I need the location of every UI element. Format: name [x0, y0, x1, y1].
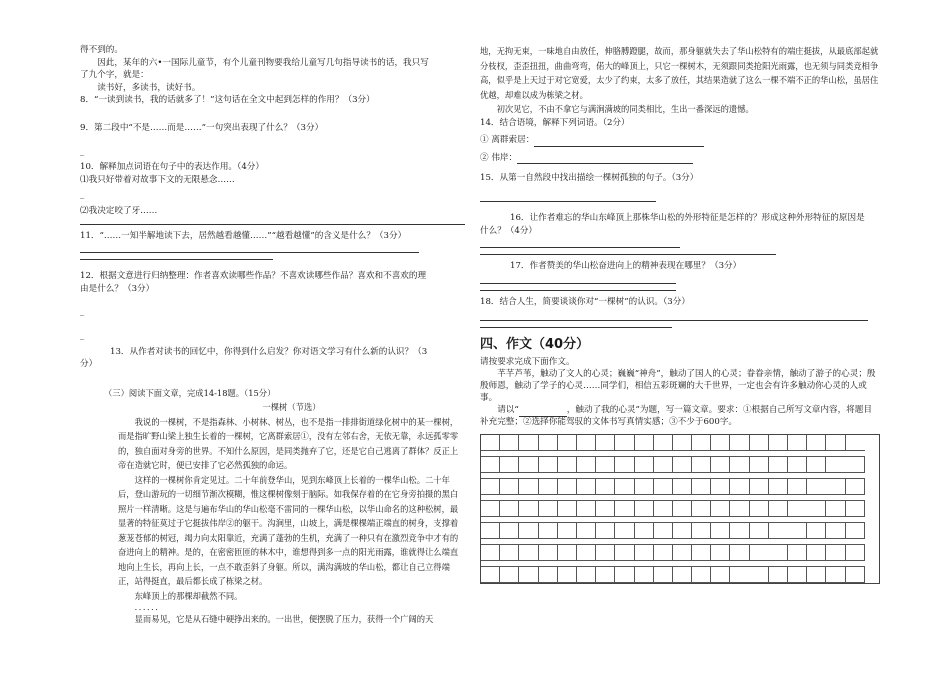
answer-line[interactable] [480, 254, 776, 255]
grid-cell[interactable] [654, 501, 673, 517]
grid-cell[interactable] [615, 457, 634, 473]
grid-cell[interactable] [635, 567, 654, 583]
answer-line[interactable] [480, 320, 868, 321]
grid-cell[interactable] [558, 545, 577, 561]
grid-cell[interactable] [711, 479, 730, 495]
grid-cell[interactable] [673, 479, 692, 495]
grid-cell[interactable] [711, 457, 730, 473]
question-14-item [480, 153, 880, 165]
grid-cell[interactable] [481, 567, 500, 583]
req-text: ，触动了我的心灵”为题，写一篇文章。要求：①根据自己所写文章内容，将题目补充完整；②选择你能驾驭的文体书写真情实感；③不少于600字。 [480, 405, 872, 427]
grid-cell[interactable] [807, 435, 826, 451]
grid-cell[interactable] [730, 457, 749, 473]
grid-cell[interactable] [788, 523, 807, 539]
grid-cell[interactable] [692, 545, 711, 561]
grid-cell[interactable] [711, 523, 730, 539]
answer-line[interactable] [80, 224, 465, 225]
grid-cell[interactable] [615, 545, 634, 561]
composition-instructions: 请按要求完成下面作文。 [480, 356, 575, 367]
grid-cell[interactable] [846, 523, 865, 539]
grid-cell[interactable] [846, 435, 865, 451]
question-10: 10．解释加点词语在句子中的表达作用。（4分） [80, 162, 264, 173]
section-heading: （三）阅读下面文章，完成14-18题。（15分） [104, 387, 276, 398]
grid-cell[interactable] [673, 457, 692, 473]
grid-cell[interactable] [481, 523, 500, 539]
grid-cell[interactable] [539, 435, 558, 451]
answer-blank[interactable]: _ [80, 307, 85, 318]
grid-cell[interactable] [558, 523, 577, 539]
grid-cell[interactable] [519, 523, 538, 539]
text-line: 因此，某年的六•一国际儿童节，有个儿童刊物要我给儿童写几句指导读书的话，我只写 [97, 57, 429, 68]
grid-cell[interactable] [615, 523, 634, 539]
question-12: 由是什么？（3分） [80, 283, 155, 294]
grid-cell[interactable] [519, 545, 538, 561]
grid-cell[interactable] [692, 567, 711, 583]
grid-cell[interactable] [654, 479, 673, 495]
grid-cell[interactable] [596, 545, 615, 561]
grid-cell[interactable] [635, 501, 654, 517]
grid-cell[interactable] [539, 501, 558, 517]
grid-cell[interactable] [500, 435, 519, 451]
answer-blank[interactable]: _ [80, 330, 85, 341]
grid-cell[interactable] [539, 545, 558, 561]
grid-cell[interactable] [596, 435, 615, 451]
grid-cell[interactable] [711, 545, 730, 561]
grid-cell[interactable] [577, 501, 596, 517]
answer-line[interactable] [480, 201, 656, 202]
grid-cell[interactable] [635, 545, 654, 561]
answer-line[interactable] [80, 252, 419, 253]
grid-cell[interactable] [692, 501, 711, 517]
grid-cell[interactable] [788, 545, 807, 561]
grid-cell[interactable] [519, 479, 538, 495]
grid-cell[interactable] [481, 545, 500, 561]
question-10-item: ⑴我只好带着对故事下文的无限悬念…… [80, 174, 235, 185]
grid-cell[interactable] [615, 479, 634, 495]
reading-passage [80, 386, 465, 627]
grid-cell[interactable] [730, 545, 749, 561]
text-line: 读书好，多读书，读好书。 [97, 82, 201, 93]
grid-cell[interactable] [500, 501, 519, 517]
grid-cell[interactable] [615, 567, 634, 583]
item-label: ① 离群索居： [480, 135, 535, 146]
grid-cell[interactable] [807, 501, 826, 517]
grid-cell[interactable] [558, 567, 577, 583]
grid-cell[interactable] [615, 501, 634, 517]
grid-cell[interactable] [807, 567, 826, 583]
text-line: 得不到的。 [80, 45, 123, 55]
grid-cell[interactable] [635, 457, 654, 473]
grid-cell[interactable] [500, 545, 519, 561]
grid-cell[interactable] [692, 435, 711, 451]
grid-cell[interactable] [635, 479, 654, 495]
grid-cell[interactable] [846, 567, 865, 583]
grid-cell[interactable] [519, 457, 538, 473]
grid-cell[interactable] [635, 523, 654, 539]
grid-cell[interactable] [807, 523, 826, 539]
left-column [80, 44, 465, 626]
answer-line[interactable] [480, 247, 680, 248]
right-column [480, 44, 880, 584]
answer-blank[interactable]: _ [80, 190, 85, 201]
grid-cell[interactable] [500, 523, 519, 539]
composition-prompt: 芊芊芦苇，触动了文人的心灵；巍巍“神舟”，触动了国人的心灵；眷眷亲情，触动了游子的心灵；殷殷师恩，触动了学子的心灵……同学们，相信五彩斑斓的大千世界，一定也会有许多触动你心灵的人或事。 [480, 369, 876, 403]
grid-cell[interactable] [577, 435, 596, 451]
grid-cell[interactable] [846, 457, 865, 473]
essay-writing-grid[interactable] [480, 434, 880, 584]
question-12: 12．根据文意进行归纳整理：作者喜欢读哪些作品？不喜欢读哪些作品？喜欢和不喜欢的理 [80, 271, 427, 282]
question-15: 15．从第一自然段中找出描绘一棵树孤独的句子。（3分） [480, 173, 699, 184]
question-14-item [480, 135, 880, 147]
grid-cell[interactable] [673, 567, 692, 583]
passage-paragraph: 地，无拘无束，一味地自由放任，伸胳膊蹬腿，故而，那身躯就失去了华山松特有的端庄挺拔，从最底部起就分枝杈，歪歪扭扭，曲曲弯弯，偌大的峰顶上，只它一棵树木，无须跟同类抢阳光雨露，也无须与同类竞相争高，似乎是上天过于对它宽爱，太少了约束，太多了放任，其结果造就了这么一棵不端不正的华山松，虽居住优越，却难以成为栋梁之材。 [480, 46, 879, 100]
grid-cell[interactable] [750, 545, 769, 561]
grid-cell[interactable] [826, 523, 845, 539]
passage-paragraph: 初次见它，不由不拿它与满涧满坡的同类相比，生出一番深远的遗憾。 [496, 104, 754, 115]
grid-cell[interactable] [769, 523, 788, 539]
grid-cell[interactable] [826, 545, 845, 561]
answer-line[interactable] [534, 146, 704, 147]
grid-cell[interactable] [500, 479, 519, 495]
item-label: ② 伟岸： [480, 152, 518, 163]
grid-cell[interactable] [558, 435, 577, 451]
grid-cell[interactable] [769, 479, 788, 495]
answer-line[interactable] [517, 163, 693, 164]
grid-cell[interactable] [539, 523, 558, 539]
grid-cell[interactable] [826, 435, 845, 451]
answer-blank[interactable]: _ [80, 146, 85, 157]
grid-cell[interactable] [711, 501, 730, 517]
grid-cell[interactable] [788, 567, 807, 583]
grid-cell[interactable] [730, 435, 749, 451]
req-text: 请以“ [497, 405, 519, 416]
grid-cell[interactable] [730, 479, 749, 495]
passage-title: 一棵树（节选） [262, 402, 321, 413]
question-13: 分） [80, 359, 98, 370]
grid-cell[interactable] [635, 435, 654, 451]
grid-cell[interactable] [750, 567, 769, 583]
grid-cell[interactable] [654, 567, 673, 583]
grid-cell[interactable] [769, 567, 788, 583]
grid-cell[interactable] [711, 435, 730, 451]
grid-cell[interactable] [654, 545, 673, 561]
grid-cell[interactable] [481, 435, 500, 451]
grid-cell[interactable] [500, 457, 519, 473]
section-heading: 四、作文（40分） [480, 337, 590, 353]
grid-cell[interactable] [807, 479, 826, 495]
grid-cell[interactable] [577, 479, 596, 495]
composition-requirements [480, 405, 880, 428]
question-11: 11．“……一知半解地读下去，居然越看越懂……”“越看越懂”的含义是什么？（3分） [80, 230, 407, 241]
grid-cell[interactable] [730, 567, 749, 583]
question-14: 14．结合语境，解释下列词语。（2分） [480, 117, 630, 128]
grid-cell[interactable] [846, 501, 865, 517]
grid-cell[interactable] [769, 501, 788, 517]
question-10-item: ⑵我决定咬了牙…… [80, 205, 158, 216]
answer-line[interactable] [480, 290, 676, 291]
grid-cell[interactable] [711, 567, 730, 583]
question-16: 什么？（4分） [480, 225, 538, 236]
grid-cell[interactable] [750, 457, 769, 473]
answer-line[interactable] [480, 327, 672, 328]
grid-cell[interactable] [519, 435, 538, 451]
grid-cell[interactable] [558, 457, 577, 473]
grid-cell[interactable] [788, 457, 807, 473]
passage-paragraph: 我说的一棵树，不是指森林、小树林、树丛，也不是指一排排街道绿化树中的某一棵树，而是指旷野山梁上独生长着的一棵树，它离群索居①，没有左邻右舍，无依无靠，永远孤零零的，独自面对身旁的世界。不知什么原因，是同类抛弃了它，还是它自己逃离了群体？反正上帝在造就它时，便已安排了它必然孤独的命运。 [118, 416, 459, 471]
grid-cell[interactable] [807, 457, 826, 473]
question-9: 9．第二段中“不是……而是……”一句突出表现了什么？（3分） [80, 122, 324, 133]
grid-cell[interactable] [750, 479, 769, 495]
emphasis-dots: ．．．．．． [134, 602, 164, 613]
grid-cell[interactable] [596, 501, 615, 517]
grid-cell[interactable] [846, 479, 865, 495]
question-8: 8．“一读到读书，我的话就多了！”这句话在全文中起到怎样的作用？（3分） [80, 95, 375, 106]
question-18: 18．结合人生，简要谈谈你对“一棵树”的认识。（3分） [480, 296, 690, 307]
grid-cell[interactable] [596, 457, 615, 473]
grid-cell[interactable] [481, 479, 500, 495]
answer-line[interactable] [480, 283, 676, 284]
grid-cell[interactable] [539, 567, 558, 583]
grid-cell[interactable] [826, 479, 845, 495]
grid-cell[interactable] [673, 523, 692, 539]
grid-cell[interactable] [558, 479, 577, 495]
grid-cell[interactable] [481, 501, 500, 517]
grid-cell[interactable] [788, 501, 807, 517]
grid-cell[interactable] [750, 435, 769, 451]
grid-cell[interactable] [769, 545, 788, 561]
grid-cell[interactable] [826, 501, 845, 517]
grid-cell[interactable] [577, 567, 596, 583]
grid-cell[interactable] [692, 523, 711, 539]
passage-paragraph: 东峰顶上的那棵却截然不同。 [134, 590, 243, 601]
grid-cell[interactable] [788, 479, 807, 495]
grid-cell[interactable] [577, 457, 596, 473]
passage-continuation [480, 44, 880, 117]
question-13: 13．从作者对读书的回忆中，你得到什么启发？你对语文学习有什么新的认识？（3 [110, 346, 428, 357]
grid-cell[interactable] [769, 457, 788, 473]
passage-paragraph: 这样的一棵树你肯定见过。二十年前登华山，见到东峰顶上长着的一棵华山松。二十年后，登山游玩的一切细节渐次模糊，惟这棵树像刻于脑际。如我保存着的在它身旁拍摄的黑白照片一样清晰。这是与遍布华山的华山松毫不雷同的一棵华山松，以华山命名的这种松树，最显著的特征莫过于它挺拔伟岸②的躯干。沟涧里，山坡上，满是棵棵端正端直的树身，支撑着葱茏苍郁的树冠，竭力向太阳靠近，充满了蓬勃的生机，充满了一种只有在激烈竞争中才有的奋进向上的精神。是的，在密密匝匝的林木中，谁想得到多一点的阳光雨露，谁就得让么端直地向上生长，再向上长，一点不敢歪斜了身躯。所以，满沟满坡的华山松，都让自己立得端正，站得挺直，最后都长成了栋梁之材。 [118, 474, 459, 587]
grid-cell[interactable] [654, 435, 673, 451]
grid-cell[interactable] [596, 479, 615, 495]
question-16: 16．让作者难忘的华山东峰顶上那株华山松的外形特征是怎样的？形成这种外形特征的原因是 [510, 212, 865, 223]
grid-cell[interactable] [519, 501, 538, 517]
grid-cell[interactable] [481, 457, 500, 473]
grid-cell[interactable] [826, 567, 845, 583]
grid-cell[interactable] [750, 501, 769, 517]
grid-cell[interactable] [692, 457, 711, 473]
grid-cell[interactable] [788, 435, 807, 451]
grid-cell[interactable] [654, 457, 673, 473]
grid-cell[interactable] [692, 479, 711, 495]
grid-cell[interactable] [673, 501, 692, 517]
grid-cell[interactable] [500, 567, 519, 583]
question-17: 17．作者赞美的华山松奋进向上的精神表现在哪里？（3分） [510, 261, 742, 272]
grid-cell[interactable] [654, 523, 673, 539]
answer-line[interactable] [80, 259, 273, 260]
grid-cell[interactable] [596, 523, 615, 539]
grid-cell[interactable] [846, 545, 865, 561]
grid-cell[interactable] [577, 523, 596, 539]
grid-cell[interactable] [615, 435, 634, 451]
grid-cell[interactable] [750, 523, 769, 539]
passage-paragraph: 显而易见，它是从石缝中硬挣出来的。一出世，便摆脱了压力，获得一个广阔的天 [134, 613, 434, 624]
grid-cell[interactable] [519, 567, 538, 583]
grid-cell[interactable] [558, 501, 577, 517]
grid-cell[interactable] [730, 523, 749, 539]
grid-cell[interactable] [730, 501, 749, 517]
grid-cell[interactable] [539, 479, 558, 495]
grid-cell[interactable] [673, 435, 692, 451]
grid-cell[interactable] [596, 567, 615, 583]
grid-cell[interactable] [807, 545, 826, 561]
grid-cell[interactable] [539, 457, 558, 473]
grid-cell[interactable] [577, 545, 596, 561]
grid-cell[interactable] [826, 457, 845, 473]
grid-cell[interactable] [769, 435, 788, 451]
text-line: 了九个字，就是： [80, 70, 149, 81]
grid-cell[interactable] [673, 545, 692, 561]
